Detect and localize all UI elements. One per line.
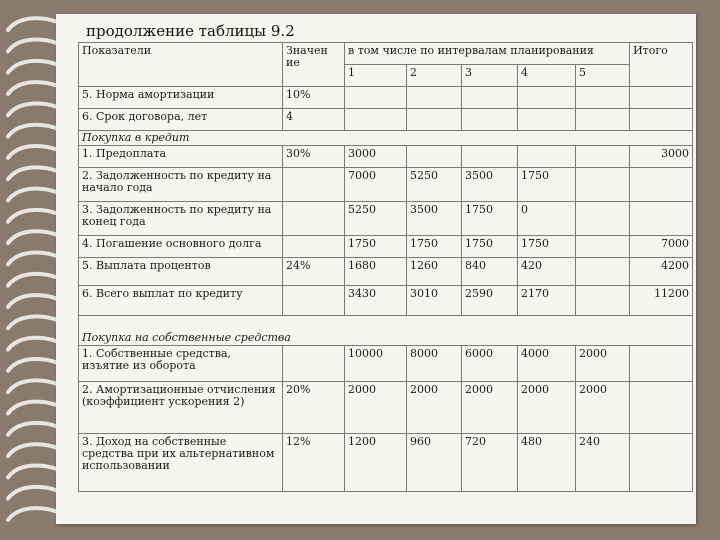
interval-cell <box>462 87 518 109</box>
interval-cell: 10000 <box>345 346 407 382</box>
table-row <box>79 346 693 382</box>
row-total: 7000 <box>630 236 693 258</box>
table-row <box>79 202 693 236</box>
section-title-credit: Покупка в кредит <box>79 131 693 146</box>
row-total <box>630 87 693 109</box>
interval-cell <box>518 87 576 109</box>
table-row <box>79 434 693 492</box>
interval-cell: 1750 <box>518 236 576 258</box>
slide-title: продолжение таблицы 9.2 <box>86 22 295 40</box>
row-total: 4200 <box>630 258 693 286</box>
row-label: 5. Норма амортизации <box>79 87 283 109</box>
interval-cell: 3000 <box>345 146 407 168</box>
table-row <box>79 258 693 286</box>
interval-cell <box>407 87 462 109</box>
row-total <box>630 202 693 236</box>
row-label: 3. Задолженность по кредиту на конец года <box>79 202 283 236</box>
row-label: 1. Собственные средства, изъятие из оборота <box>79 346 283 382</box>
row-label: 1. Предоплата <box>79 146 283 168</box>
row-value <box>283 168 345 202</box>
row-value: 12% <box>283 434 345 492</box>
row-value <box>283 236 345 258</box>
table-row <box>79 168 693 202</box>
interval-cell <box>345 109 407 131</box>
interval-cell: 4000 <box>518 346 576 382</box>
section-row-own <box>79 316 693 346</box>
interval-cell: 2000 <box>407 382 462 434</box>
interval-cell: 2170 <box>518 286 576 316</box>
header-indicator: Показатели <box>79 43 283 87</box>
interval-cell: 6000 <box>462 346 518 382</box>
interval-cell: 1750 <box>345 236 407 258</box>
interval-cell: 420 <box>518 258 576 286</box>
interval-cell <box>576 109 630 131</box>
interval-cell: 3500 <box>462 168 518 202</box>
interval-cell: 3430 <box>345 286 407 316</box>
row-total <box>630 434 693 492</box>
interval-cell: 1750 <box>462 202 518 236</box>
interval-cell <box>407 109 462 131</box>
interval-cell: 1680 <box>345 258 407 286</box>
row-total: 11200 <box>630 286 693 316</box>
interval-cell: 7000 <box>345 168 407 202</box>
interval-cell <box>462 146 518 168</box>
row-label: 5. Выплата процентов <box>79 258 283 286</box>
interval-cell <box>518 146 576 168</box>
interval-cell: 1750 <box>462 236 518 258</box>
interval-cell: 720 <box>462 434 518 492</box>
row-label: 3. Доход на собственные средства при их альтернативном использовании <box>79 434 283 492</box>
interval-cell: 2000 <box>518 382 576 434</box>
table-row <box>79 109 693 131</box>
interval-cell <box>576 236 630 258</box>
interval-cell: 840 <box>462 258 518 286</box>
row-total <box>630 109 693 131</box>
header-total: Итого <box>630 43 693 87</box>
row-label: 6. Срок договора, лет <box>79 109 283 131</box>
header-intervals: в том числе по интервалам планирования <box>345 43 630 65</box>
row-value <box>283 202 345 236</box>
row-value: 24% <box>283 258 345 286</box>
section-row-credit <box>79 131 693 146</box>
interval-cell <box>576 202 630 236</box>
row-value: 20% <box>283 382 345 434</box>
row-value: 10% <box>283 87 345 109</box>
interval-number: 1 <box>345 65 407 87</box>
row-value <box>283 346 345 382</box>
interval-cell: 960 <box>407 434 462 492</box>
row-label: 6. Всего выплат по кредиту <box>79 286 283 316</box>
interval-number: 3 <box>462 65 518 87</box>
interval-number: 4 <box>518 65 576 87</box>
amortization-table <box>78 42 693 492</box>
row-label: 2. Амортизационные отчисления (коэффициент ускорения 2) <box>79 382 283 434</box>
interval-cell: 3010 <box>407 286 462 316</box>
interval-cell: 1750 <box>407 236 462 258</box>
interval-cell: 5250 <box>345 202 407 236</box>
interval-cell: 8000 <box>407 346 462 382</box>
interval-cell: 240 <box>576 434 630 492</box>
interval-number: 2 <box>407 65 462 87</box>
slide-page <box>56 14 696 524</box>
row-total <box>630 168 693 202</box>
interval-cell: 2000 <box>462 382 518 434</box>
table-row <box>79 382 693 434</box>
interval-cell <box>576 286 630 316</box>
row-value: 30% <box>283 146 345 168</box>
interval-cell <box>345 87 407 109</box>
row-total <box>630 382 693 434</box>
interval-cell: 0 <box>518 202 576 236</box>
interval-number: 5 <box>576 65 630 87</box>
row-total: 3000 <box>630 146 693 168</box>
interval-cell <box>576 146 630 168</box>
table-row <box>79 87 693 109</box>
interval-cell <box>576 258 630 286</box>
header-value: Значен ие <box>283 43 345 87</box>
table-row <box>79 236 693 258</box>
interval-cell <box>576 168 630 202</box>
interval-cell <box>518 109 576 131</box>
interval-cell: 2000 <box>576 346 630 382</box>
interval-cell: 2000 <box>576 382 630 434</box>
header-row <box>79 43 693 65</box>
row-label: 4. Погашение основного долга <box>79 236 283 258</box>
interval-cell: 1200 <box>345 434 407 492</box>
interval-cell: 1750 <box>518 168 576 202</box>
interval-cell <box>576 87 630 109</box>
interval-cell: 480 <box>518 434 576 492</box>
interval-cell <box>407 146 462 168</box>
table-row <box>79 286 693 316</box>
interval-cell: 2000 <box>345 382 407 434</box>
interval-cell: 1260 <box>407 258 462 286</box>
row-total <box>630 346 693 382</box>
interval-cell: 5250 <box>407 168 462 202</box>
row-value: 4 <box>283 109 345 131</box>
section-title-own: Покупка на собственные средства <box>79 316 693 346</box>
interval-cell: 2590 <box>462 286 518 316</box>
table-row <box>79 146 693 168</box>
interval-cell: 3500 <box>407 202 462 236</box>
row-value <box>283 286 345 316</box>
row-label: 2. Задолженность по кредиту на начало года <box>79 168 283 202</box>
interval-cell <box>462 109 518 131</box>
